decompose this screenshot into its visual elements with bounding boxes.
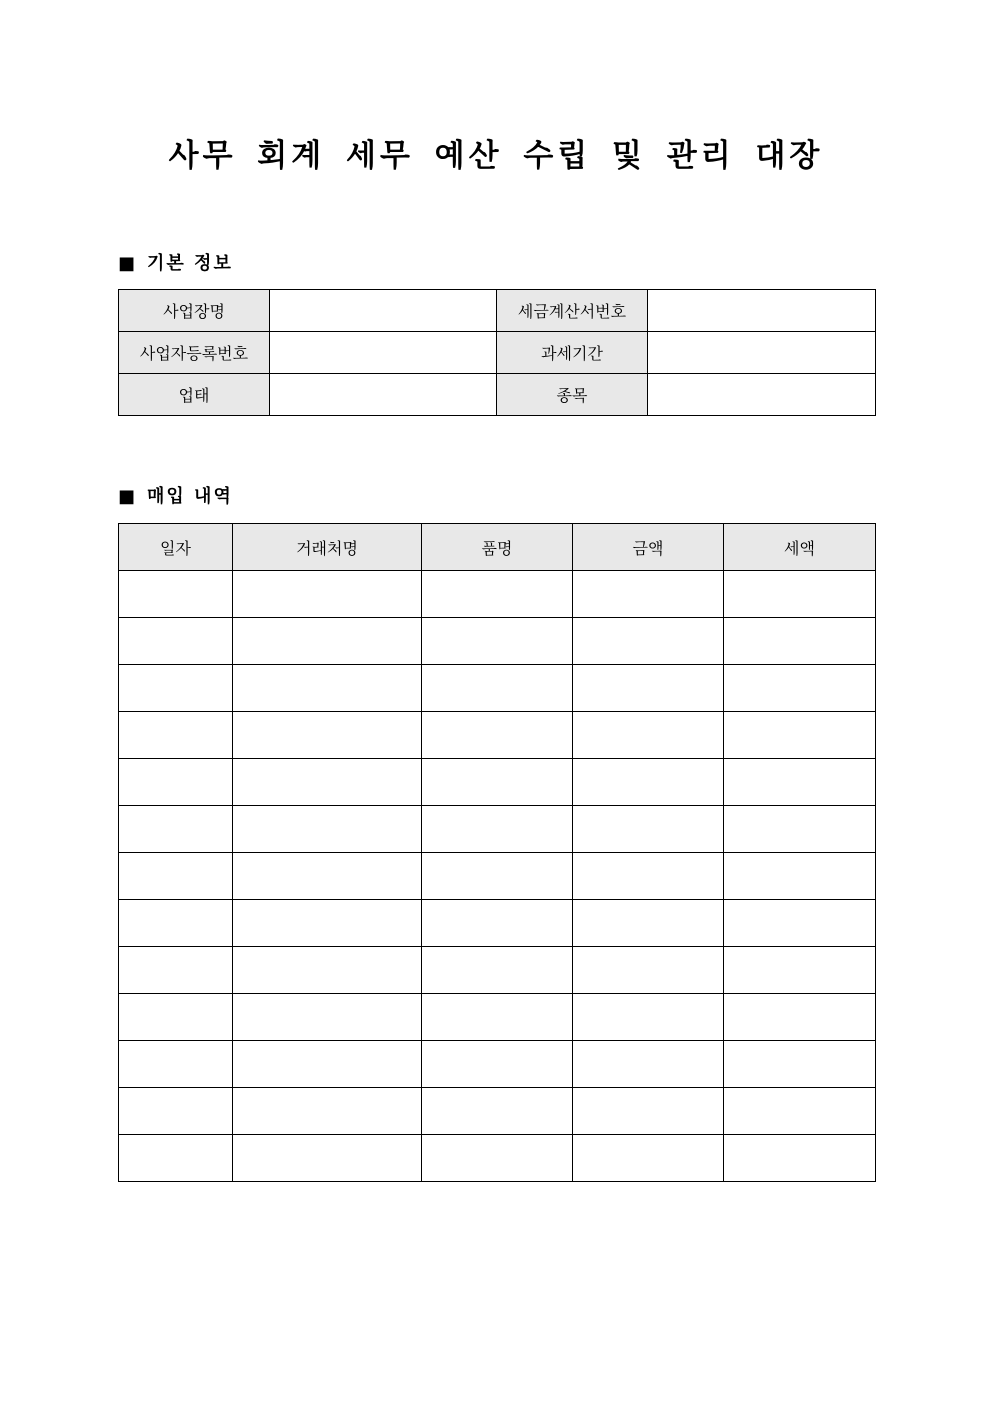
tax-cell[interactable] (724, 618, 876, 665)
item-cell[interactable] (422, 759, 573, 806)
date-cell[interactable] (119, 1135, 233, 1182)
tax-cell[interactable] (724, 1135, 876, 1182)
business-type-field[interactable] (270, 374, 497, 416)
tax-cell[interactable] (724, 665, 876, 712)
business-item-field[interactable] (648, 374, 876, 416)
column-header-tax: 세액 (724, 524, 876, 571)
amount-cell[interactable] (573, 712, 724, 759)
square-bullet-icon: ■ (118, 486, 138, 507)
table-row (119, 571, 876, 618)
table-row (119, 806, 876, 853)
section-heading-label: 기본 정보 (147, 253, 233, 274)
table-row (119, 290, 876, 332)
date-cell[interactable] (119, 806, 233, 853)
date-cell[interactable] (119, 994, 233, 1041)
vendor-cell[interactable] (233, 806, 422, 853)
tax-cell[interactable] (724, 1088, 876, 1135)
item-cell[interactable] (422, 994, 573, 1041)
tax-cell[interactable] (724, 900, 876, 947)
tax-cell[interactable] (724, 994, 876, 1041)
date-cell[interactable] (119, 571, 233, 618)
vendor-cell[interactable] (233, 853, 422, 900)
date-cell[interactable] (119, 1088, 233, 1135)
item-cell[interactable] (422, 665, 573, 712)
amount-cell[interactable] (573, 994, 724, 1041)
item-cell[interactable] (422, 571, 573, 618)
item-cell[interactable] (422, 806, 573, 853)
tax-cell[interactable] (724, 853, 876, 900)
tax-invoice-number-label: 세금계산서번호 (497, 290, 648, 332)
table-row (119, 947, 876, 994)
amount-cell[interactable] (573, 1088, 724, 1135)
section-heading-purchase (118, 484, 233, 510)
table-row (119, 900, 876, 947)
amount-cell[interactable] (573, 1135, 724, 1182)
business-name-label: 사업장명 (119, 290, 270, 332)
vendor-cell[interactable] (233, 665, 422, 712)
column-header-item: 품명 (422, 524, 573, 571)
date-cell[interactable] (119, 618, 233, 665)
vendor-cell[interactable] (233, 1088, 422, 1135)
table-row (119, 1041, 876, 1088)
amount-cell[interactable] (573, 806, 724, 853)
date-cell[interactable] (119, 853, 233, 900)
amount-cell[interactable] (573, 665, 724, 712)
column-header-date: 일자 (119, 524, 233, 571)
amount-cell[interactable] (573, 900, 724, 947)
vendor-cell[interactable] (233, 759, 422, 806)
item-cell[interactable] (422, 618, 573, 665)
date-cell[interactable] (119, 947, 233, 994)
vendor-cell[interactable] (233, 571, 422, 618)
page-title: 사무 회계 세무 예산 수립 및 관리 대장 (168, 138, 824, 174)
item-cell[interactable] (422, 1088, 573, 1135)
date-cell[interactable] (119, 712, 233, 759)
tax-cell[interactable] (724, 571, 876, 618)
vendor-cell[interactable] (233, 900, 422, 947)
vendor-cell[interactable] (233, 947, 422, 994)
item-cell[interactable] (422, 712, 573, 759)
tax-cell[interactable] (724, 759, 876, 806)
section-heading-basic-info (118, 251, 233, 277)
vendor-cell[interactable] (233, 1135, 422, 1182)
item-cell[interactable] (422, 853, 573, 900)
column-header-vendor: 거래처명 (233, 524, 422, 571)
vendor-cell[interactable] (233, 712, 422, 759)
amount-cell[interactable] (573, 759, 724, 806)
date-cell[interactable] (119, 900, 233, 947)
amount-cell[interactable] (573, 947, 724, 994)
table-row (119, 712, 876, 759)
square-bullet-icon: ■ (118, 253, 138, 274)
business-name-field[interactable] (270, 290, 497, 332)
table-row (119, 665, 876, 712)
column-header-amount: 금액 (573, 524, 724, 571)
amount-cell[interactable] (573, 571, 724, 618)
business-item-label: 종목 (497, 374, 648, 416)
vendor-cell[interactable] (233, 618, 422, 665)
item-cell[interactable] (422, 1041, 573, 1088)
table-row (119, 1088, 876, 1135)
basic-info-table (118, 289, 876, 416)
amount-cell[interactable] (573, 618, 724, 665)
table-row (119, 1135, 876, 1182)
date-cell[interactable] (119, 665, 233, 712)
item-cell[interactable] (422, 947, 573, 994)
amount-cell[interactable] (573, 853, 724, 900)
business-registration-number-field[interactable] (270, 332, 497, 374)
table-row (119, 374, 876, 416)
tax-cell[interactable] (724, 806, 876, 853)
item-cell[interactable] (422, 1135, 573, 1182)
tax-cell[interactable] (724, 947, 876, 994)
table-row (119, 994, 876, 1041)
table-row (119, 618, 876, 665)
vendor-cell[interactable] (233, 994, 422, 1041)
tax-cell[interactable] (724, 1041, 876, 1088)
tax-period-label: 과세기간 (497, 332, 648, 374)
vendor-cell[interactable] (233, 1041, 422, 1088)
section-heading-label: 매입 내역 (147, 486, 233, 507)
item-cell[interactable] (422, 900, 573, 947)
table-row (119, 332, 876, 374)
business-registration-number-label: 사업자등록번호 (119, 332, 270, 374)
date-cell[interactable] (119, 1041, 233, 1088)
tax-cell[interactable] (724, 712, 876, 759)
business-type-label: 업태 (119, 374, 270, 416)
table-row (119, 759, 876, 806)
tax-period-field[interactable] (648, 332, 876, 374)
table-row (119, 853, 876, 900)
date-cell[interactable] (119, 759, 233, 806)
purchase-table (118, 523, 876, 1182)
table-header-row (119, 524, 876, 571)
tax-invoice-number-field[interactable] (648, 290, 876, 332)
amount-cell[interactable] (573, 1041, 724, 1088)
